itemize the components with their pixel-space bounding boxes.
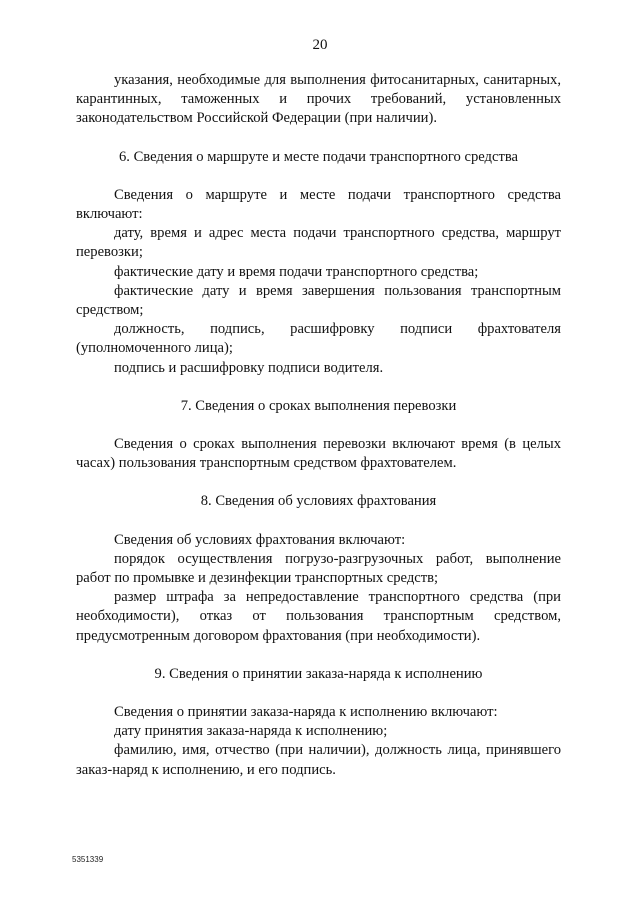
section-9-paragraph: дату принятия заказа-наряда к исполнению; (114, 723, 388, 740)
document-body (76, 71, 561, 780)
spacer (76, 512, 561, 531)
section-8-paragraph: Сведения об условиях фрахтования включают: (114, 531, 406, 548)
section-6-paragraph: фактические дату и время завершения пользования транспортным средством; (76, 282, 561, 319)
section-6-heading: 6. Сведения о маршруте и месте подачи транспортного средства (118, 148, 518, 165)
page-number: 20 (312, 37, 328, 53)
section-6-paragraph: должность, подпись, расшифровку подписи фрахтователя (уполномоченного лица); (76, 321, 561, 357)
section-7-heading: 7. Сведения о сроках выполнения перевозки (180, 397, 457, 414)
section-7-paragraph: Сведения о сроках выполнения перевозки включают время (в целых часах) пользования транспортным средством фрахтователем. (76, 436, 561, 472)
document-id: 5351339 (72, 855, 104, 864)
section-9-paragraph: фамилию, имя, отчество (при наличии), должность лица, принявшего заказ-наряд к исполнению, и его подпись. (76, 742, 561, 778)
section-6-paragraph: Сведения о маршруте и месте подачи транспортного средства включают: (76, 186, 561, 223)
section-6-paragraph: подпись и расшифровку подписи водителя. (114, 359, 384, 376)
section-9-paragraph: Сведения о принятии заказа-наряда к исполнению включают: (114, 704, 498, 721)
spacer (76, 167, 561, 186)
section-9-heading: 9. Сведения о принятии заказа-наряда к исполнению (154, 665, 483, 682)
spacer (76, 378, 561, 397)
section-6-paragraph: дату, время и адрес места подачи транспортного средства, маршрут перевозки; (76, 225, 561, 261)
section-8-heading: 8. Сведения об условиях фрахтования (200, 493, 437, 510)
spacer (76, 684, 561, 703)
spacer (76, 416, 561, 435)
intro-paragraph: указания, необходимые для выполнения фитосанитарных, санитарных, карантинных, таможенных и прочих требований, установленных законодательством Российской Федерации (при наличии). (76, 72, 561, 127)
spacer (76, 473, 561, 492)
section-8-paragraph: порядок осуществления погрузо-разгрузочных работ, выполнение работ по промывке и дезинфекции транспортных средств; (76, 550, 561, 587)
section-6-paragraph: фактические дату и время подачи транспортного средства; (114, 263, 479, 280)
section-8-paragraph: размер штрафа за непредоставление транспортного средства (при необходимости), отказ от пользования транспортным средством, предусмотренным договором фрахтования (при необходимости). (76, 589, 561, 644)
spacer (76, 646, 561, 665)
spacer (76, 129, 561, 148)
